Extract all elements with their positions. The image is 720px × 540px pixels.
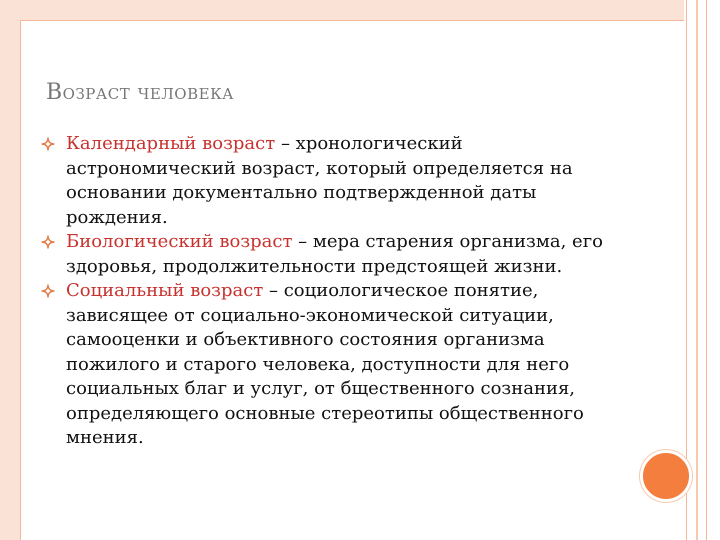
item-text: – мера старения организма, его здоровья, продолжительности предстоящей жизни. <box>66 231 603 277</box>
item-term: Биологический возраст <box>66 231 293 252</box>
list-item <box>40 132 630 230</box>
bullet-icon <box>40 282 58 300</box>
frame-top <box>0 0 720 20</box>
decorative-circle <box>640 450 692 502</box>
list-item <box>40 279 630 451</box>
frame-right-line <box>696 0 698 540</box>
frame-right-line <box>706 0 707 540</box>
list-item <box>40 230 630 279</box>
slide-title <box>46 80 234 105</box>
frame-inner-line-top <box>20 20 684 21</box>
frame-right <box>684 0 720 540</box>
frame-inner-line-left <box>20 20 21 540</box>
item-text: – хронологический астрономический возраст, который определяется на основании документально подтвержденной даты рождения. <box>66 133 573 228</box>
bullet-icon <box>40 233 58 251</box>
bullet-icon <box>40 135 58 153</box>
bullet-list <box>40 132 630 451</box>
item-term: Календарный возраст <box>66 133 276 154</box>
item-term: Социальный возраст <box>66 280 264 301</box>
slide-title-text: Возраст человека <box>46 80 235 105</box>
item-text: – социологическое понятие, зависящее от социально-экономической ситуации, самооценки и объективного состояния организма пожилого и старого человека, доступности для него социальных благ и услуг, от бщественного сознания, определяющего основные стереотипы общественного мнения. <box>66 280 584 448</box>
frame-left <box>0 0 20 540</box>
